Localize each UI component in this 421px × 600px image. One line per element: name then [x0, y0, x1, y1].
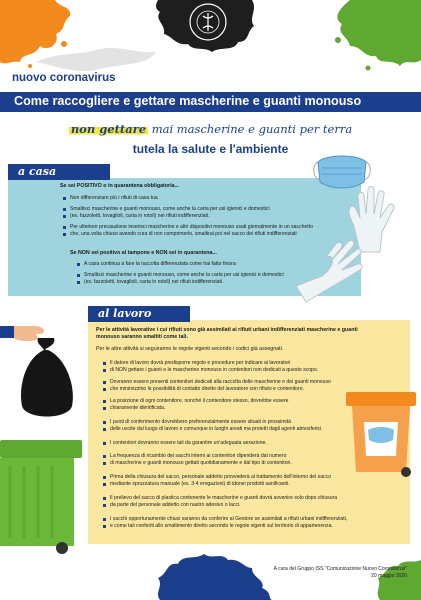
lavoro-item: I sacchi opportunamente chiusi saranno da conferire al Gestore se assimilati a rifiuti urbani indifferenziati, [110, 516, 348, 522]
casa-positive-item: Non differenziare più i rifiuti di casa tua [70, 195, 158, 201]
casa-positive-item-cont: che, una volta chiuso avendo cura di non comprimerlo, smaltirai poi nel sacco dei rifiuti indifferenziati [70, 231, 297, 237]
lavoro-item-cont: che minimizzino le possibilità di contatto diretto del lavoratore con rifiuto e contenitore. [110, 386, 304, 392]
lavoro-item: Il prelievo del sacco di plastica contenente le mascherine e guanti dovrà avvenire solo dopo chiusura [110, 495, 338, 501]
lavoro-item-cont: chiaramente identificata. [110, 405, 166, 411]
lavoro-item-cont: di NON gettare i guanti e le mascherine monouso in contenitori non dedicati a questo scopo. [110, 367, 319, 373]
slogan-rest: mai mascherine e guanti per terra [151, 122, 353, 136]
lavoro-item-cont: mediante spruzzatura manuale (es. 3-4 erogazioni) di idonei prodotti sanificanti. [110, 481, 290, 487]
casa-negative-item-cont: (es. fazzoletti, tovaglioli, carta in rotoli) nei rifiuti indifferenziati. [84, 279, 224, 285]
lavoro-section-label: al lavoro [88, 306, 190, 322]
lavoro-intro-plain: Per le altre attività si seguiranno le regole vigenti secondo i codici già assegnati. [96, 346, 284, 352]
page-title: Come raccogliere e gettare mascherine e guanti monouso [14, 94, 362, 108]
green-bin-icon [0, 434, 84, 554]
orange-bin-icon [346, 392, 416, 478]
glove-icon [292, 236, 376, 306]
lavoro-item: La posizione di ogni contenitore, nonché il contenitore stesso, dovrebbe essere [110, 398, 289, 404]
lavoro-item: Prima della chiusura del sacco, personale addetto provvederà al trattamento dell'interno del sacco [110, 474, 331, 480]
lavoro-item-cont: delle uscite dal luogo di lavoro e comunque in luoghi areati ma protetti dagli agenti atmosferici. [110, 426, 323, 432]
casa-section-label: a casa [8, 164, 110, 180]
footer-credit-text: A cura del Gruppo ISS "Comunicazione Nuovo Coronavirus" [273, 566, 407, 572]
casa-positive-item-cont: (es. fazzoletti, tovaglioli, carta in rotoli) nei rifiuti indifferenziati. [70, 213, 210, 219]
casa-positive-item: Smaltisci mascherine e guanti monouso, come anche la carta per usi igienici e domestici [70, 206, 270, 212]
iss-seal-logo [178, 2, 238, 46]
subslogan: tutela la salute e l'ambiente [132, 142, 289, 156]
lavoro-item: Dovranno essere presenti contenitori dedicati alla raccolta delle mascherine e dei guanti monouso [110, 379, 331, 385]
lavoro-item-cont: e come tali conferiti allo smaltimento diretto secondo le regole vigenti sul territorio di appartenenza. [110, 523, 333, 529]
lavoro-item: La frequenza di ricambio dei sacchi interni ai contenitori dipenderà dal numero [110, 453, 287, 459]
casa-positive-item: Per ulteriore precauzione inserisci mascherine e altri dispositivi monouso usati giornalmente in un sacchetto [70, 224, 313, 230]
casa-negative-item: A casa continua a fare la raccolta differenziata come hai fatto finora [84, 261, 236, 267]
footer-date: 20 maggio 2020 [371, 573, 407, 579]
slogan-highlight: non gettare [70, 122, 147, 136]
lavoro-intro: Per le attività lavorative i cui rifiuti sono già assimilati ai rifiuti urbani indifferenziati mascherine e guanti [96, 327, 358, 333]
lavoro-item: I contenitori dovranno essere tali da garantire un'adeguata aerazione. [110, 440, 267, 446]
green-splash-decoration [320, 0, 421, 75]
lavoro-item-cont: da parte del personale addetto con nastro adesivo o lacci. [110, 502, 241, 508]
page-kicker: nuovo coronavirus [12, 72, 116, 84]
slogan [0, 122, 421, 136]
casa-negative-heading: Se NON sei positivo al tampone e NON sei in quarantena... [70, 250, 217, 256]
lavoro-intro-cont: monouso saranno smaltiti come tali. [96, 334, 188, 340]
lavoro-item: Il datore di lavoro dovrà predisporre regole e procedure per indicare ai lavoratori [110, 360, 291, 366]
trash-bag-icon [16, 336, 78, 422]
dark-splash-decoration [150, 552, 280, 600]
footer-credit [274, 566, 407, 580]
casa-negative-item: Smaltisci mascherine e guanti monouso, come anche la carta per usi igienici e domestici [84, 272, 284, 278]
casa-positive-heading: Se sei POSITIVO o in quarantena obbligatoria... [60, 183, 179, 189]
grey-splash-decoration [36, 44, 156, 74]
lavoro-item-cont: di mascherine e guanti monouso gettati quotidianamente e dal tipo di contenitori. [110, 460, 292, 466]
lavoro-item: I punti di conferimento dovrebbero preferenzialmente essere situati in prossimità [110, 419, 291, 425]
